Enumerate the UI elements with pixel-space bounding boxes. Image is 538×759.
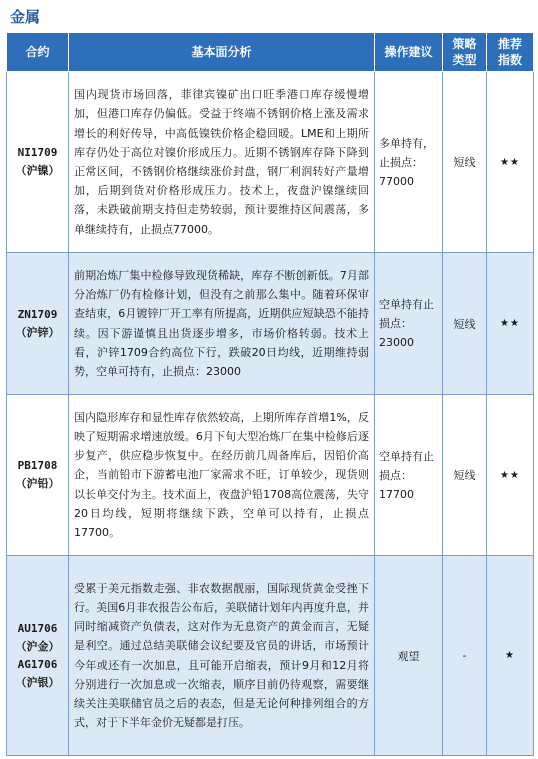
operation-cell: 空单持有止损点：17700 [375,395,443,556]
contract-cell [7,395,69,556]
contract-cell [7,72,69,253]
operation-cell: 空单持有止损点：23000 [375,253,443,395]
section-title: 金属 [10,8,41,26]
contract-code: ZN1709 [17,307,58,321]
strategy-cell: 短线 [443,395,487,556]
analysis-cell: 前期冶炼厂集中检修导致现货稀缺，库存不断创新低。7月部分冶炼厂仍有检修计划，但没有之前那么集中。随着环保审查结束，6月镀锌厂开工率有所提高，近期供应短缺恐不能持续。因下游谨慎且出货逐步增多，市场价格转弱。技术上看，沪锌1709合约高位下行，跌破20日均线，近期维持弱势，空单可持有，止损点：23000 [69,253,375,395]
rating-stars: ★★ [487,253,534,395]
analysis-cell: 国内隐形库存和显性库存依然较高，上期所库存首增1%，反映了短期需求增速放缓。6月下旬大型冶炼厂在集中检修后逐步复产，供应稳步恢复中。在经历前几周备库后，因铅价高企，当前铅市下游蓄电池厂家需求不旺，订单较少，现货则以长单交付为主。技术面上，夜盘沪铅1708高位震荡，失守20日均线，短期将继续下跌，空单可以持有，止损点17700。 [69,395,375,556]
table-header-row [7,33,534,72]
analysis-cell: 受累于美元指数走强、非农数据靓丽，国际现货黄金受挫下行。美国6月非农报告公布后，美联储计划年内再度升息，并同时缩减资产负债表，这对作为无息资产的黄金而言，无疑是利空。通过总结美联储会议纪要及官员的讲话，市场预计今年或还有一次加息，且可能开启缩表，预计9月和12月将分别进行一次加息或一次缩表，顺序目前仍待观察，需要继续关注美联储官员之后的表态，但是无论何种排列组合的方式，对于下半年金价无疑都是打压。 [69,556,375,756]
contract-name: （沪镍） [15,164,60,177]
table-row [7,395,534,556]
contract-name: （沪锌） [15,325,60,339]
strategy-cell: 短线 [443,72,487,253]
strategy-table [6,32,534,756]
strategy-cell: - [443,556,487,756]
rating-stars: ★ [487,556,534,756]
operation-cell: 观望 [375,556,443,756]
analysis-cell: 国内现货市场回落，菲律宾镍矿出口旺季港口库存缓慢增加，但港口库存仍偏低。受益于终端不锈钢价格上涨及需求增长的利好传导，中高低镍铁价格企稳回暖。LME和上期所库存仍处于高位对镍价形成压力。近期不锈钢库存降下降到正常区间，不锈钢价格继续涨价封盘，钢厂利润转好产量增加，后期到货对价格形成压力。技术上，夜盘沪镍继续回落，未跌破前期支持但走势较弱，预计要维持区间震荡，多单继续持有，止损点77000。 [69,72,375,253]
operation-cell: 多单持有，止损点：77000 [375,72,443,253]
table-row [7,556,534,756]
contract-name: （沪铅） [15,477,60,490]
contract-code: PB1708 [17,459,58,472]
contract-code: NI1709 [17,146,58,159]
header-strategy: 策略类型 [443,33,487,72]
header-contract: 合约 [7,33,69,72]
contract-name: （沪银） [15,675,60,689]
contract-code: AU1706（沪金）AG1706 [15,621,60,671]
header-analysis: 基本面分析 [69,33,375,72]
table-row [7,253,534,395]
rating-stars: ★★ [487,72,534,253]
contract-cell [7,556,69,756]
header-operation: 操作建议 [375,33,443,72]
rating-stars: ★★ [487,395,534,556]
strategy-cell: 短线 [443,253,487,395]
table-row [7,72,534,253]
contract-cell [7,253,69,395]
header-rating: 推荐指数 [487,33,534,72]
